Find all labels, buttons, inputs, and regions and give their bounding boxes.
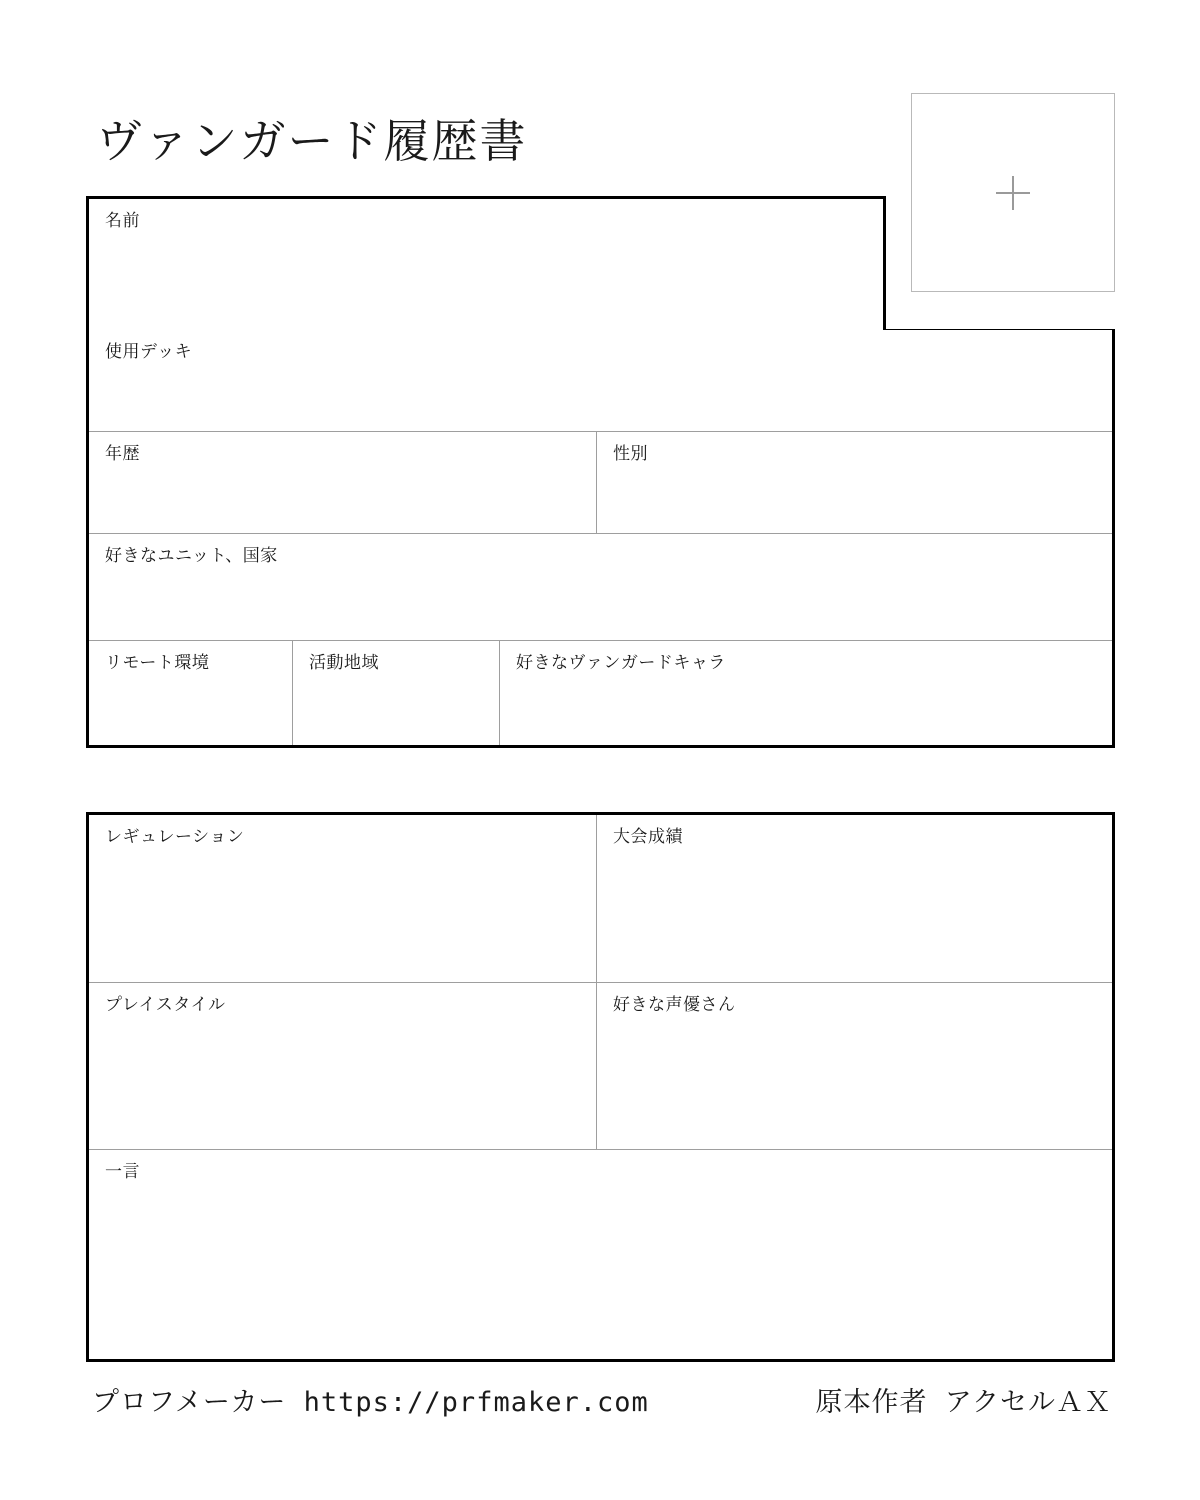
- field-regulation-label: レギュレーション: [105, 827, 245, 846]
- field-comment[interactable]: [89, 1150, 1112, 1359]
- field-tournament-results[interactable]: [597, 815, 1112, 983]
- field-deck[interactable]: [89, 330, 1112, 432]
- field-gender-label: 性別: [613, 444, 648, 463]
- field-remote-environment-label: リモート環境: [105, 653, 210, 672]
- field-name-label: 名前: [105, 211, 140, 230]
- field-remote-environment[interactable]: [89, 641, 293, 745]
- page-title: ヴァンガード履歴書: [96, 114, 528, 168]
- field-years-label: 年歴: [105, 444, 140, 463]
- field-comment-label: 一言: [105, 1162, 140, 1181]
- field-tournament-results-label: 大会成績: [613, 827, 683, 846]
- field-deck-label: 使用デッキ: [105, 342, 193, 361]
- field-regulation[interactable]: [89, 815, 597, 983]
- footer-credit-right: 原本作者 アクセルＡＸ: [815, 1387, 1112, 1418]
- field-favorite-character-label: 好きなヴァンガードキャラ: [516, 653, 726, 672]
- field-play-style[interactable]: [89, 983, 597, 1150]
- field-favorite-character[interactable]: [500, 641, 1112, 745]
- field-activity-area[interactable]: [293, 641, 500, 745]
- field-years[interactable]: [89, 432, 597, 534]
- field-gender[interactable]: [597, 432, 1112, 534]
- field-name[interactable]: [89, 199, 883, 330]
- field-activity-area-label: 活動地域: [309, 653, 379, 672]
- field-play-style-label: プレイスタイル: [105, 995, 226, 1014]
- field-favorite-voice-actor[interactable]: [597, 983, 1112, 1150]
- footer-credit-left: プロフメーカー https://prfmaker.com: [92, 1387, 649, 1418]
- field-favorite-unit-nation[interactable]: [89, 534, 1112, 641]
- field-favorite-voice-actor-label: 好きな声優さん: [613, 995, 736, 1014]
- field-favorite-unit-nation-label: 好きなユニット、国家: [105, 546, 278, 565]
